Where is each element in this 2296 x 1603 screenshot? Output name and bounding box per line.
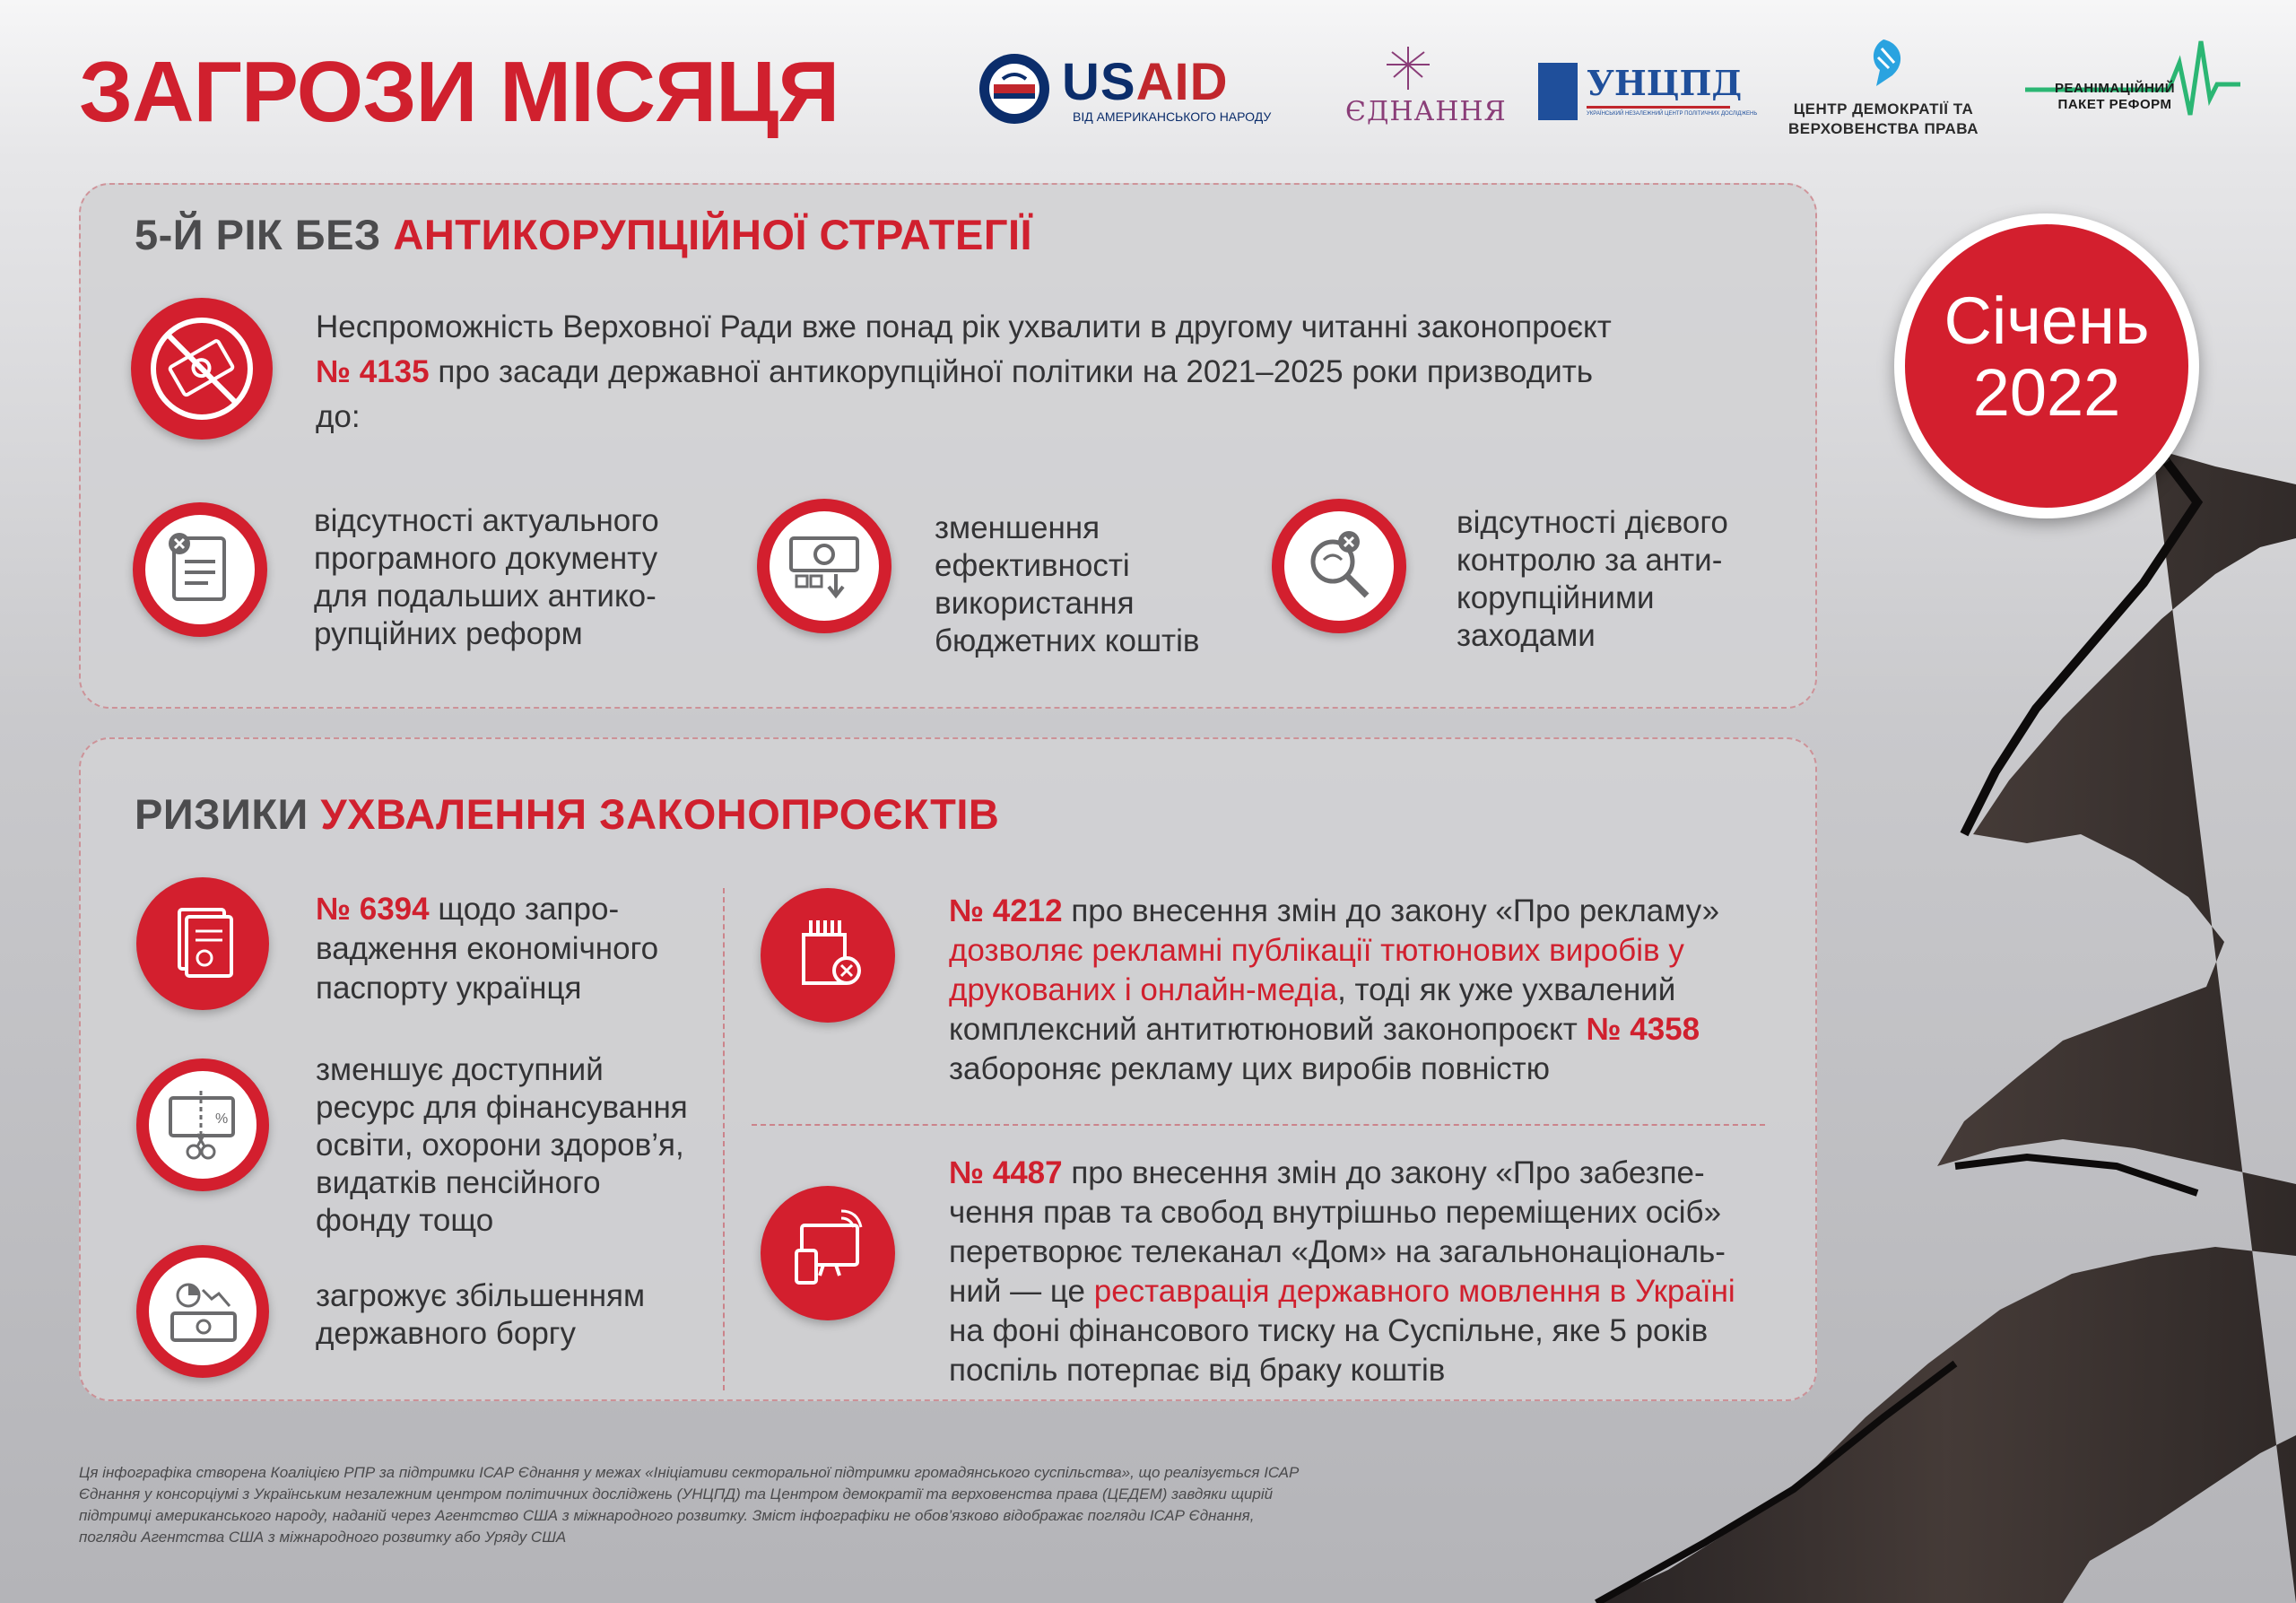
uncpd-wordmark: УНЦПД [1587, 63, 1743, 103]
usaid-logo [978, 52, 1283, 126]
badge-month: Січень [1944, 283, 2150, 358]
quill-icon [1858, 36, 1909, 90]
consequence-2-line-1: зменшення [935, 510, 1100, 545]
badge-year: 2022 [1972, 355, 2121, 430]
tv-broadcast-icon [761, 1186, 895, 1320]
rpr-line-1: РЕАНІМАЦІЙНИЙ [2055, 81, 2175, 96]
rpr-text [2025, 81, 2205, 113]
consequence-3-line-1: відсутності дієвого [1457, 505, 1728, 540]
bill-4487-highlight: реставрація державного мовлення в Україні [1093, 1274, 1735, 1309]
ednannia-logo [1345, 45, 1507, 127]
bill-4487-line-3: перетворює телеканал «Дом» на загальнонаціональ- [949, 1234, 1726, 1269]
footer-line-1: Ця інфографіка створена Коаліцією РПР за підтримки ІСАР Єднання у межах «Ініціативи секторальної підтримки громадянського суспільства», що реалізується ІСАР [79, 1464, 1300, 1481]
consequence-2-line-2: ефективності [935, 548, 1130, 583]
passport-documents-icon [136, 877, 269, 1010]
bill-4487-line-4 [949, 1272, 1792, 1311]
effect-1-line-3: освіти, охорони здоров’я, [316, 1128, 684, 1163]
bill-4212-line-4-text: комплексний антитютюновий законопроєкт [949, 1012, 1587, 1047]
tobacco-ad-icon [761, 888, 895, 1023]
usaid-seal-icon [978, 52, 1051, 126]
usaid-wordmark [1062, 52, 1228, 112]
section2-vertical-divider [723, 888, 725, 1390]
bill-6394-line-2: вадження економічного [316, 931, 659, 966]
bill-4487-line-4-text: ний — це [949, 1274, 1094, 1309]
usaid-word-aid: AID [1135, 53, 1229, 111]
bill-4487-number: № 4487 [949, 1155, 1063, 1190]
usaid-subtitle: ВІД АМЕРИКАНСЬКОГО НАРОДУ [1073, 109, 1272, 124]
effect-1-line-1: зменшує доступний [316, 1052, 604, 1087]
cedem-text [1785, 100, 1982, 139]
section2-heading [135, 789, 999, 839]
lead-line-2 [316, 350, 1787, 395]
page-title: ЗАГРОЗИ МІСЯЦЯ [79, 44, 839, 140]
bill-6394-line-3: паспорту українця [316, 971, 582, 1006]
ednannia-wordmark: ЄДНАННЯ [1345, 96, 1507, 127]
consequence-3-text [1457, 504, 1797, 655]
lead-line-3: до: [316, 399, 361, 434]
rpr-line-2: ПАКЕТ РЕФОРМ [2057, 97, 2172, 112]
month-badge [1894, 213, 2199, 518]
lead-line-2-text: про засади державної антикорупційної політики на 2021–2025 роки призводить [429, 354, 1593, 389]
section1-heading-red: АНТИКОРУПЦІЙНОЇ СТРАТЕГІЇ [393, 211, 1033, 258]
uncpd-logo [1538, 63, 1758, 122]
rpr-logo [2025, 36, 2240, 135]
bill-4487-line-2: чення прав та свобод внутрішньо переміщених осіб» [949, 1195, 1722, 1230]
effect-2-line-2: державного боргу [316, 1316, 577, 1351]
lead-line-1: Неспроможність Верховної Ради вже понад рік ухвалити в другому читанні законопроєкт [316, 309, 1612, 344]
dandelion-icon [1381, 45, 1435, 91]
bill-4212-number: № 4212 [949, 893, 1063, 928]
money-scissors-icon [136, 1059, 269, 1191]
section2-heading-gray: РИЗИКИ [135, 790, 321, 838]
bill-4487-line-5: на фоні фінансового тиску на Суспільне, яке 5 років [949, 1313, 1709, 1348]
footer-line-2: Єднання у консорціумі з Українським незалежним центром політичних досліджень (УНЦПД) та Центром демократії та верховенства права (ЦЕДЕМ) завдяки щирій [79, 1485, 1274, 1503]
section2-horizontal-divider [752, 1124, 1765, 1126]
usaid-word-us: US [1062, 53, 1136, 111]
consequence-1-line-2: програмного документу [314, 541, 658, 576]
effect-1-line-4: видатків пенсійного [316, 1165, 601, 1200]
consequence-3-line-3: корупційними [1457, 580, 1655, 615]
bill-4358-number: № 4358 [1586, 1012, 1700, 1047]
bill-6394-text [316, 890, 692, 1008]
section1-heading-gray: 5-Й РІК БЕЗ [135, 211, 394, 258]
effect-2-text [316, 1277, 692, 1353]
consequence-2-text [935, 510, 1239, 660]
effect-1-line-5: фонду тощо [316, 1203, 494, 1238]
cedem-line-2: ВЕРХОВЕНСТВА ПРАВА [1787, 120, 1979, 137]
cedem-line-1: ЦЕНТР ДЕМОКРАТІЇ ТА [1793, 100, 1974, 118]
consequence-1-line-1: відсутності актуального [314, 503, 659, 538]
bill-4487-line-1-text: про внесення змін до закону «Про забезпе- [1062, 1155, 1705, 1190]
document-cross-icon [133, 502, 267, 637]
footer-disclaimer [79, 1462, 1478, 1548]
money-down-icon [757, 499, 891, 633]
bill-4212-line-3-text: , тоді як уже ухвалений [1337, 972, 1676, 1007]
bill-6394-number: № 6394 [316, 892, 430, 927]
bill-4487-text [949, 1154, 1792, 1390]
consequence-3-line-4: заходами [1457, 618, 1596, 653]
consequence-2-line-3: використання [935, 586, 1135, 621]
section1-lead-text [316, 305, 1787, 440]
consequence-3-line-2: контролю за анти- [1457, 543, 1723, 578]
effect-2-line-1: загрожує збільшенням [316, 1278, 646, 1313]
bill-4212-line-5: забороняє рекламу цих виробів повністю [949, 1051, 1550, 1086]
svg-text:%: % [215, 1111, 229, 1127]
bill-4212-line-1 [949, 892, 1792, 931]
bill-4212-line-1-text: про внесення змін до закону «Про рекламу» [1062, 893, 1720, 928]
section2-heading-red: УХВАЛЕННЯ ЗАКОНОПРОЄКТІВ [320, 790, 1000, 838]
uncpd-subtitle: УКРАЇНСЬКИЙ НЕЗАЛЕЖНИЙ ЦЕНТР ПОЛІТИЧНИХ ДОСЛІДЖЕНЬ [1587, 111, 1758, 117]
bill-4212-highlight-1: дозволяє рекламні публікації тютюнових виробів у [949, 933, 1684, 968]
magnifier-cross-icon [1272, 499, 1406, 633]
section1-heading [135, 210, 1032, 259]
bill-4487-line-6: поспіль потерпає від браку коштів [949, 1353, 1446, 1388]
consequence-1-line-3: для подальших антико- [314, 579, 657, 614]
bill-4212-line-4 [949, 1010, 1792, 1050]
consequence-2-line-4: бюджетних коштів [935, 623, 1200, 658]
bill-6394-line-1 [316, 890, 692, 929]
footer-line-3: підтримці американського народу, наданій через Агентство США з міжнародного розвитку. Зміст інфографіки не обов’язково відображає погляди ІСАР Єднання, [79, 1507, 1255, 1524]
consequence-1-line-4: рупційних реформ [314, 616, 583, 651]
bill-6394-line-1-text: щодо запро- [429, 892, 620, 927]
bill-4212-line-3 [949, 971, 1792, 1010]
debt-chart-icon [136, 1245, 269, 1378]
no-money-icon [131, 298, 273, 440]
consequence-1-text [314, 502, 691, 653]
effect-1-line-2: ресурс для фінансування [316, 1090, 688, 1125]
effect-1-text [316, 1051, 710, 1240]
uncpd-underline [1587, 106, 1730, 109]
footer-line-4: погляди Агентства США з міжнародного розвитку або Уряду США [79, 1529, 567, 1546]
bill-4212-text [949, 892, 1792, 1089]
globe-icon [1538, 63, 1578, 120]
cedem-logo [1785, 36, 1982, 135]
bill-4212-highlight-2: друкованих і онлайн-медіа [949, 972, 1338, 1007]
bill-4487-line-1 [949, 1154, 1792, 1193]
bill-4135-number: № 4135 [316, 354, 430, 389]
